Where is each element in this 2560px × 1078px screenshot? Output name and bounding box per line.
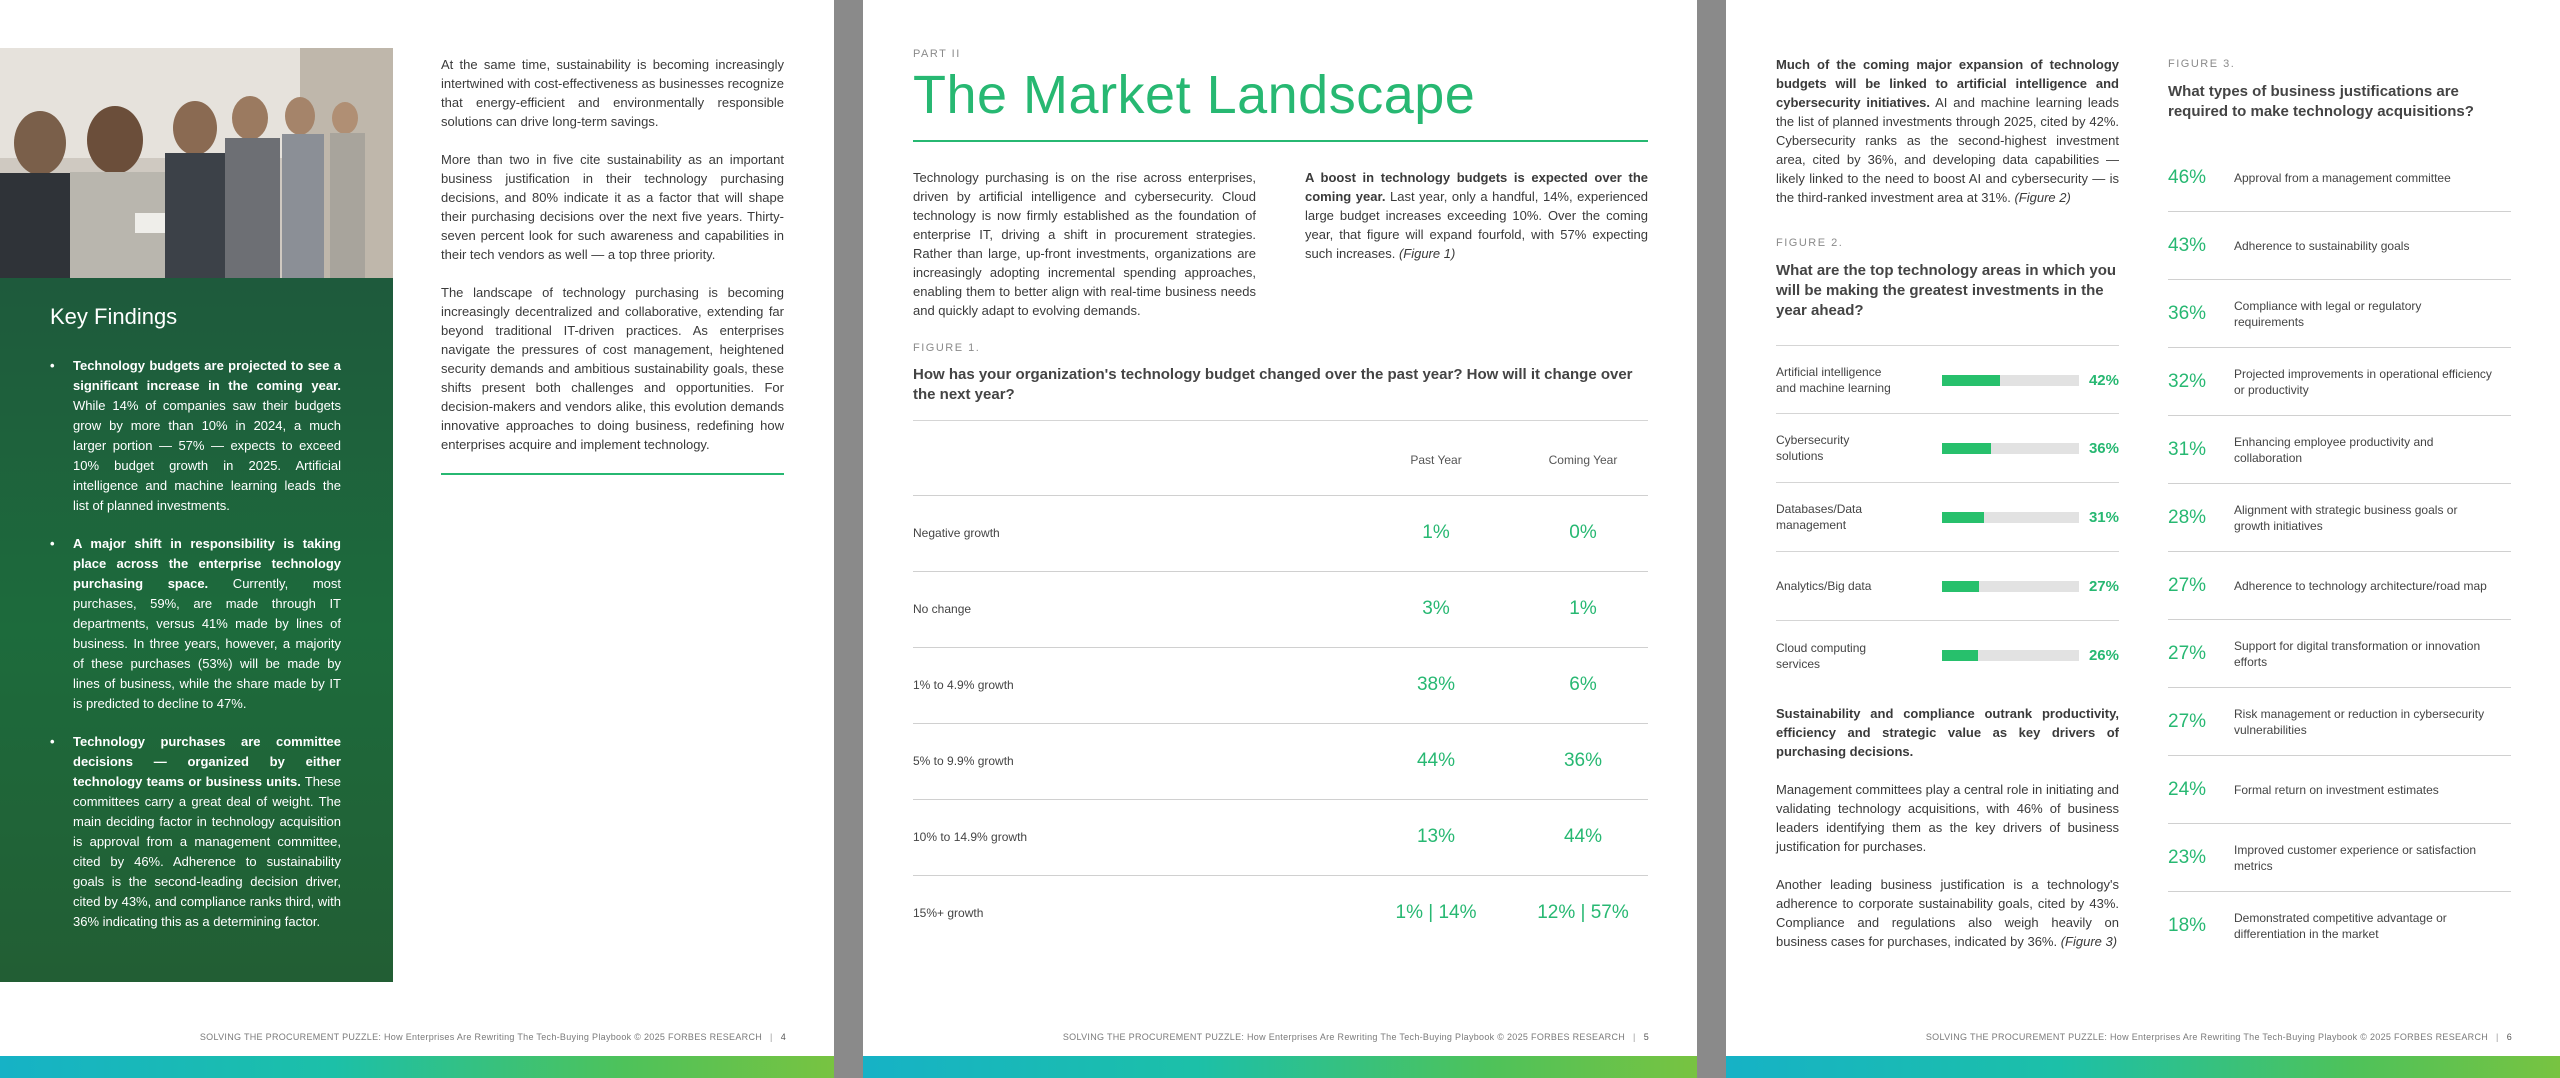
- justification-text: Support for digital transformation or innovation efforts: [2234, 638, 2481, 669]
- body-paragraph: At the same time, sustainability is becoming increasingly intertwined with cost-effectiveness as businesses recognize that energy-efficient and environmentally responsible solutions can drive long-term savings.: [441, 57, 784, 129]
- footer-text: SOLVING THE PROCUREMENT PUZZLE: How Enterprises Are Rewriting The Tech-Buying Playbook © 2025 FORBES RESEARCH: [1062, 1032, 1626, 1042]
- lead-paragraph: [1776, 55, 2119, 207]
- past-year-value: 13%: [1416, 826, 1456, 847]
- bar-row: [1776, 552, 2119, 621]
- table-row: [913, 875, 1648, 951]
- intro-text: Last year, only a handful, 14%, experienced large budget increases exceeding 10%. Over the coming year, that figure will expand fourfold, with 57% expecting such increases.: [1305, 189, 1649, 261]
- para-text: Another leading business justification is a technology's adherence to corporate sustainability goals, cited by 43%. Compliance and regulations also weigh heavily on business cases for purchases, indicated by 36%.: [1776, 877, 2119, 949]
- justification-pct: 32%: [2168, 370, 2207, 392]
- sub-heading: Sustainability and compliance outrank productivity, efficiency and strategic value as key drivers of purchasing decisions.: [1776, 706, 2119, 759]
- body-paragraph: More than two in five cite sustainability as an important business justification in their technology purchasing decisions, and 80% indicate it as a factor that will shape their purchasing decisions over the next five years. Thirty-seven percent look for such awareness and capabilities in their tech vendors as well — a top three priority.: [441, 152, 784, 262]
- figure-label: FIGURE 1.: [913, 342, 981, 354]
- finding-text: While 14% of companies saw their budgets grow by more than 10% in 2024, a much larger portion — 57% — expects to exceed 10% budget growth in 2025. Artificial intelligence and machine learning leads the list of planned investments.: [73, 398, 341, 513]
- justification-text: Formal return on investment estimates: [2234, 782, 2439, 797]
- figure-label: FIGURE 2.: [1776, 237, 1844, 249]
- bar-row: [1776, 414, 2119, 483]
- gradient-footer-bar: [0, 1056, 834, 1078]
- past-year-value: 1% | 14%: [1395, 902, 1477, 923]
- justification-pct: 28%: [2168, 506, 2207, 528]
- justification-pct: 27%: [2168, 642, 2207, 664]
- page-footer: [1063, 1032, 1649, 1042]
- justification-text: Risk management or reduction in cybersecurity vulnerabilities: [2234, 706, 2485, 737]
- key-findings-panel: [0, 278, 393, 982]
- intro-left-column: [913, 168, 1256, 320]
- bar-value: 36%: [2088, 440, 2119, 457]
- bar-value: 27%: [2088, 578, 2119, 595]
- figure-label: FIGURE 3.: [2168, 58, 2236, 70]
- justification-row: [2168, 552, 2511, 620]
- row-label: 15%+ growth: [913, 906, 984, 920]
- justification-row: [2168, 892, 2511, 960]
- bar-fill: [1942, 650, 1978, 661]
- column-header-past-year: Past Year: [1410, 453, 1462, 467]
- figure-reference: (Figure 1): [1398, 246, 1456, 261]
- table-row: [913, 799, 1648, 875]
- bar-value: 42%: [2088, 372, 2119, 389]
- business-meeting-photo: [0, 48, 393, 278]
- page-number: 6: [2506, 1032, 2512, 1042]
- investment-bar-chart: [1776, 345, 2119, 690]
- body-paragraph: [1776, 875, 2119, 951]
- justification-pct: 43%: [2168, 234, 2207, 256]
- row-label: Negative growth: [913, 526, 1000, 540]
- justification-row: [2168, 348, 2511, 416]
- footer-text: SOLVING THE PROCUREMENT PUZZLE: How Enterprises Are Rewriting The Tech-Buying Playbook © 2025 FORBES RESEARCH: [199, 1032, 763, 1042]
- intro-bold: A boost in technology budgets is expected over the coming year.: [1305, 170, 1648, 204]
- justifications-list: [2168, 144, 2511, 960]
- figure-reference: (Figure 3): [2060, 934, 2118, 949]
- bar-row: [1776, 483, 2119, 552]
- part-label: PART II: [913, 48, 961, 60]
- body-paragraph: The landscape of technology purchasing is becoming increasingly decentralized and collaborative, extending far beyond traditional IT-driven practices. As enterprises navigate the pressures of cost management, heightened security demands and ambitious sustainability goals, these shifts present both challenges and opportunities. For decision-makers and vendors alike, this evolution demands innovative approaches to doing business, redefining how enterprises acquire and implement technology.: [441, 285, 784, 452]
- page-number: 5: [1643, 1032, 1649, 1042]
- bar-fill: [1942, 443, 1991, 454]
- justification-text: Projected improvements in operational efficiency or productivity: [2234, 366, 2492, 397]
- finding-item: [50, 732, 341, 932]
- row-label: 5% to 9.9% growth: [913, 754, 1014, 768]
- justification-pct: 23%: [2168, 846, 2207, 868]
- justification-row: [2168, 144, 2511, 212]
- bar-track: [1942, 443, 2079, 454]
- coming-year-value: 36%: [1563, 750, 1603, 771]
- column-header-coming-year: Coming Year: [1548, 453, 1618, 467]
- bar-label: Cloud computing services: [1776, 640, 1867, 671]
- table-row: [913, 723, 1648, 799]
- lead-text: AI and machine learning leads the list of planned investments through 2025, cited by 42%. Cybersecurity ranks as the second-highest investment area, cited by 36%, and developing data capabilities — likely linked to the need to boost AI and cybersecurity — is the third-ranked investment area at 31%.: [1776, 95, 2119, 205]
- justification-text: Adherence to sustainability goals: [2234, 238, 2410, 253]
- justification-row: [2168, 824, 2511, 892]
- bar-track: [1942, 581, 2079, 592]
- coming-year-value: 44%: [1563, 826, 1603, 847]
- past-year-value: 38%: [1416, 674, 1456, 695]
- justification-pct: 18%: [2168, 915, 2207, 936]
- page6-right-column: [2168, 58, 2511, 960]
- justification-pct: 31%: [2168, 438, 2207, 460]
- bar-label: Analytics/Big data: [1776, 579, 1872, 593]
- intro-paragraph: Technology purchasing is on the rise across enterprises, driven by artificial intelligence and cybersecurity. Cloud technology is now firmly established as the foundation of enterprise IT, driving a shift in procurement strategies. Rather than large, up-front investments, organizations are increasingly adopting incremental spending approaches, enabling them to better align with real-time business needs and quickly adapt to evolving demands.: [913, 170, 1256, 318]
- justification-row: [2168, 620, 2511, 688]
- bar-track: [1942, 650, 2079, 661]
- footer-text: SOLVING THE PROCUREMENT PUZZLE: How Enterprises Are Rewriting The Tech-Buying Playbook © 2025 FORBES RESEARCH: [1925, 1032, 2489, 1042]
- bar-label: Artificial intelligence and machine learning: [1776, 364, 1891, 395]
- justification-row: [2168, 756, 2511, 824]
- justification-pct: 27%: [2168, 574, 2207, 596]
- justification-text: Improved customer experience or satisfaction metrics: [2234, 842, 2477, 873]
- key-findings-list: [50, 356, 341, 932]
- table-row: [913, 647, 1648, 723]
- page-4: [0, 0, 834, 1078]
- coming-year-value: 12% | 57%: [1537, 902, 1629, 923]
- title-underline: [913, 140, 1648, 142]
- body-paragraph: Management committees play a central role in initiating and validating technology acquisitions, with 46% of business leaders identifying them as the key drivers of business justification for purchases.: [1776, 782, 2119, 854]
- bar-label: Databases/Data management: [1776, 502, 1863, 532]
- past-year-value: 1%: [1422, 522, 1450, 543]
- finding-text: Currently, most purchases, 59%, are made through IT departments, versus 41% made by lines of business. In three years, however, a majority of these purchases (53%) will be made by lines of business, while the share made by IT is predicted to decline to 47%.: [73, 576, 341, 711]
- finding-bold: Technology purchases are committee decisions — organized by either technology teams or business units.: [73, 734, 341, 789]
- coming-year-value: 6%: [1569, 674, 1597, 695]
- page6-left-column: [1776, 55, 2119, 951]
- finding-item: [50, 356, 341, 516]
- bar-track: [1942, 375, 2079, 386]
- bar-row: [1776, 621, 2119, 690]
- coming-year-value: 0%: [1569, 522, 1597, 543]
- section-title: The Market Landscape: [913, 65, 1476, 125]
- justification-row: [2168, 280, 2511, 348]
- gradient-footer-bar: [1726, 1056, 2560, 1078]
- page-6: [1726, 0, 2560, 1078]
- gradient-footer-bar: [863, 1056, 1697, 1078]
- row-label: 1% to 4.9% growth: [913, 678, 1014, 692]
- intro-paragraph: [1305, 168, 1648, 263]
- table-row: [913, 571, 1648, 647]
- justification-text: Compliance with legal or regulatory requirements: [2234, 298, 2422, 329]
- bar-row: [1776, 345, 2119, 414]
- bar-fill: [1942, 375, 2000, 386]
- table-row: [913, 495, 1648, 571]
- row-label: No change: [913, 602, 972, 616]
- bar-label: Cybersecurity solutions: [1776, 433, 1850, 463]
- page-number: 4: [780, 1032, 786, 1042]
- justification-pct: 27%: [2168, 710, 2207, 732]
- justification-row: [2168, 416, 2511, 484]
- bar-fill: [1942, 581, 1979, 592]
- justification-row: [2168, 484, 2511, 552]
- figure-question: What are the top technology areas in which you will be making the greatest investments in the year ahead?: [1776, 262, 2117, 319]
- key-findings-title: Key Findings: [50, 304, 178, 329]
- justification-row: [2168, 212, 2511, 280]
- section-divider: [441, 473, 784, 475]
- justification-row: [2168, 688, 2511, 756]
- table-header: [913, 420, 1648, 495]
- bar-value: 31%: [2088, 509, 2119, 526]
- figure-question: What types of business justifications are required to make technology acquisitions?: [2168, 83, 2474, 120]
- justification-pct: 46%: [2168, 166, 2207, 188]
- page-footer: [200, 1032, 786, 1042]
- bar-track: [1942, 512, 2079, 523]
- page-5: [863, 0, 1697, 1078]
- justification-text: Approval from a management committee: [2234, 170, 2451, 185]
- footer-separator: |: [770, 1032, 773, 1042]
- past-year-value: 3%: [1422, 598, 1450, 619]
- coming-year-value: 1%: [1569, 598, 1597, 619]
- page4-body-column: [441, 55, 784, 475]
- intro-right-column: [1305, 168, 1648, 263]
- justification-pct: 36%: [2168, 302, 2207, 324]
- finding-text: These committees carry a great deal of weight. The main deciding factor in technology acquisition is approval from a management committee, cited by 46%. Adherence to sustainability goals is the second-leading decision driver, cited by 43%, and compliance ranks third, with 36% indicating this as a determining factor.: [73, 774, 341, 929]
- figure-question: How has your organization's technology budget changed over the past year? How will it change over the next year?: [913, 366, 1633, 403]
- past-year-value: 44%: [1416, 750, 1456, 771]
- page-footer: [1926, 1032, 2512, 1042]
- justification-text: Alignment with strategic business goals or growth initiatives: [2234, 502, 2458, 533]
- justification-text: Adherence to technology architecture/road map: [2234, 578, 2487, 593]
- finding-bold: A major shift in responsibility is taking place across the enterprise technology purchasing space.: [73, 536, 341, 591]
- budget-change-table: [913, 420, 1648, 951]
- finding-item: [50, 534, 341, 714]
- bar-fill: [1942, 512, 1984, 523]
- justification-pct: 24%: [2168, 778, 2207, 800]
- justification-text: Demonstrated competitive advantage or differentiation in the market: [2234, 911, 2447, 941]
- audience-illustration: [0, 48, 393, 278]
- finding-bold: Technology budgets are projected to see a significant increase in the coming year.: [73, 358, 341, 393]
- figure-reference: (Figure 2): [2014, 190, 2071, 205]
- footer-separator: |: [1633, 1032, 1636, 1042]
- footer-separator: |: [2496, 1032, 2499, 1042]
- bar-value: 26%: [2088, 647, 2119, 664]
- row-label: 10% to 14.9% growth: [913, 830, 1028, 844]
- lead-bold: Much of the coming major expansion of technology budgets will be linked to artificial intelligence and cybersecurity initiatives.: [1776, 57, 2119, 110]
- justification-text: Enhancing employee productivity and collaboration: [2234, 434, 2434, 465]
